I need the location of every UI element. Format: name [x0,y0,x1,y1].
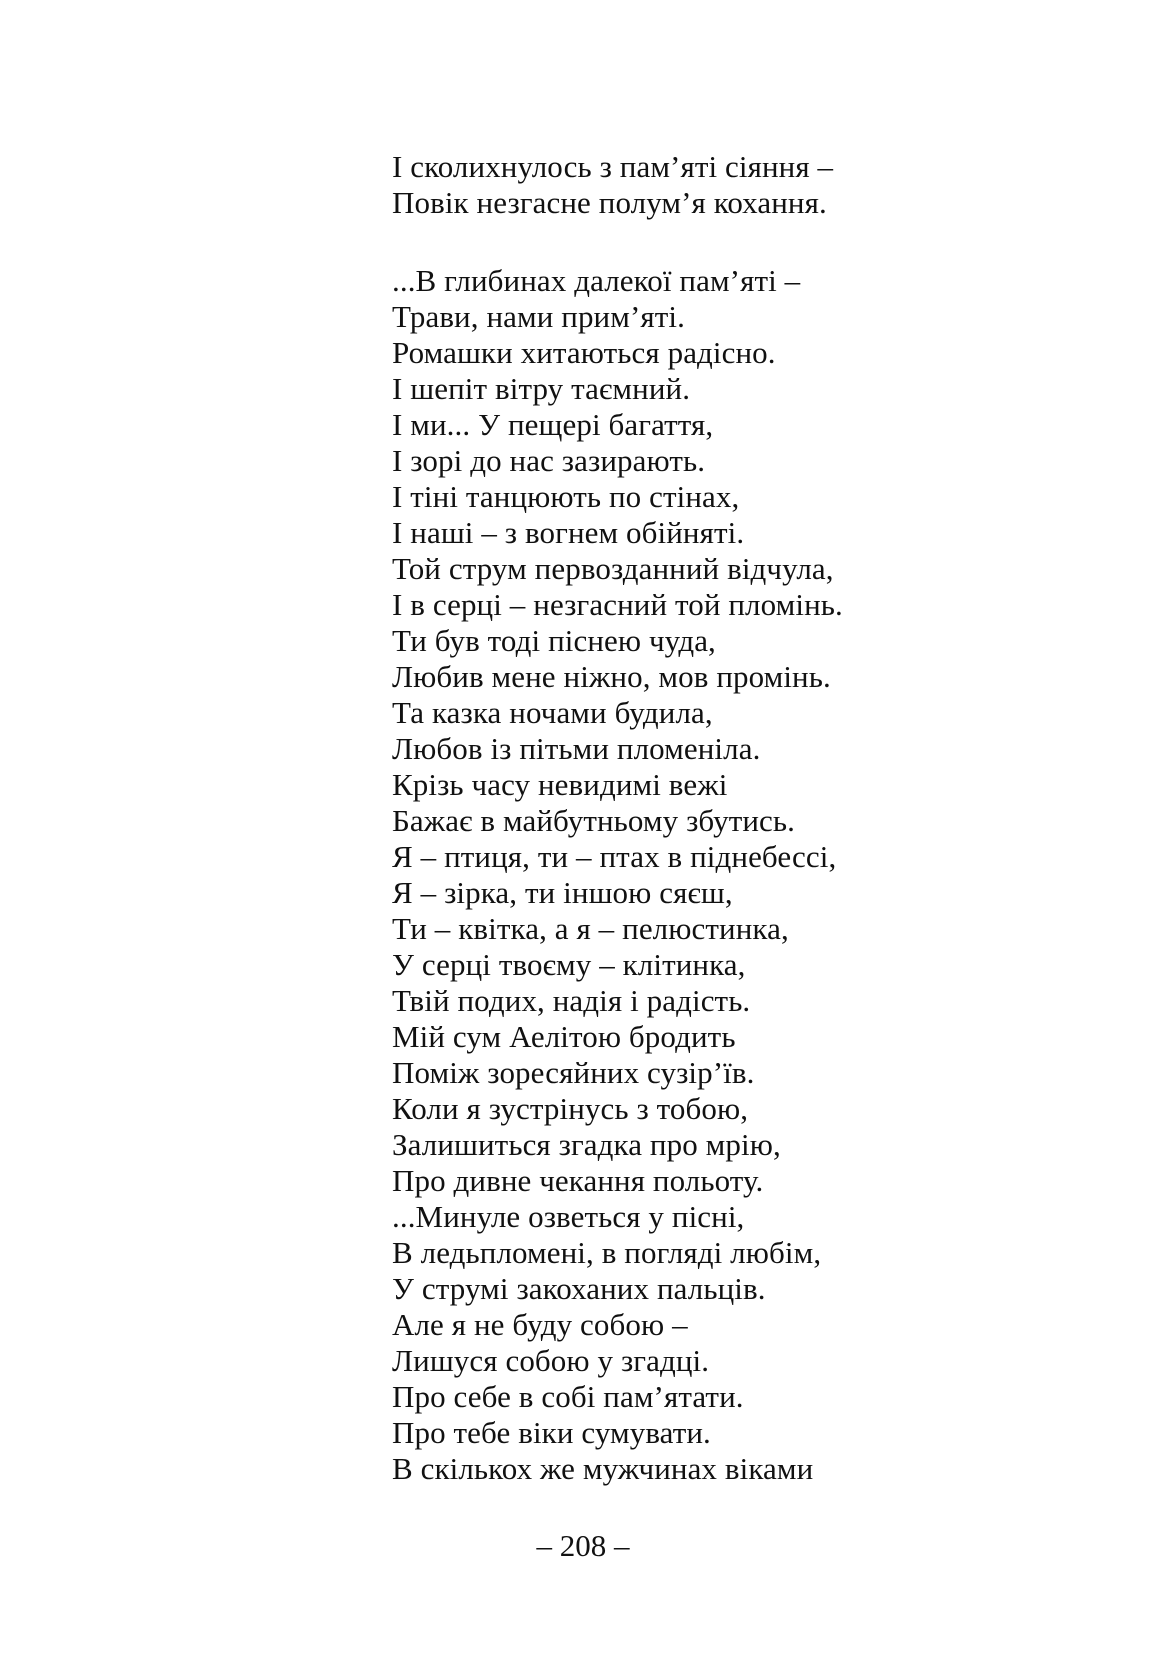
poem-line: Я – птиця, ти – птах в піднебессі, [392,839,837,874]
poem-line: І ми... У пещері багаття, [392,407,714,442]
poem-line: У струмі закоханих пальців. [392,1271,766,1306]
poem-line: Любов із пітьми пломеніла. [392,731,761,766]
poem-line: І шепіт вітру таємний. [392,371,691,406]
poem-line: Ти – квітка, а я – пелюстинка, [392,911,789,946]
poem-line: Коли я зустрінусь з тобою, [392,1091,749,1126]
poem-line: Той струм первозданний відчула, [392,551,834,586]
poem-line: І наші – з вогнем обійняті. [392,515,745,550]
poem-line: Про себе в собі пам’ятати. [392,1379,744,1414]
poem-line: Ти був тоді піснею чуда, [392,623,716,658]
poem-line: Повік незгасне полум’я кохання. [392,185,827,220]
poem-line: В скількох же мужчинах віками [392,1451,814,1486]
poem-line: ...Минуле озветься у пісні, [392,1199,745,1234]
poem-stanza [392,263,952,1487]
poem-line: І тіні танцюють по стінах, [392,479,740,514]
poem-line: Поміж зоресяйних сузір’їв. [392,1055,755,1090]
poem-line: Крізь часу невидимі вежі [392,767,728,802]
poem-line: Ромашки хитаються радісно. [392,335,776,370]
poem-line: Та казка ночами будила, [392,695,713,730]
poem-line: Любив мене ніжно, мов промінь. [392,659,831,694]
page-number: – 208 – [536,1528,630,1563]
poem-line: Бажає в майбутньому збутись. [392,803,795,838]
poem-line: Я – зірка, ти іншою сяєш, [392,875,733,910]
poem-line: ...В глибинах далекої пам’яті – [392,263,801,298]
poem-line: Про тебе віки сумувати. [392,1415,711,1450]
poem-line: Але я не буду собою – [392,1307,688,1342]
poem-line: Мій сум Аелітою бродить [392,1019,736,1054]
poem-line: В ледьпломені, в погляді любім, [392,1235,822,1270]
poem-line: Трави, нами прим’яті. [392,299,685,334]
poem-line: Лишуся собою у згадці. [392,1343,710,1378]
poem-line: Про дивне чекання польоту. [392,1163,764,1198]
poem-line: Твій подих, надія і радість. [392,983,751,1018]
poem-line: Залишиться згадка про мрію, [392,1127,781,1162]
poem-line: І зорі до нас зазирають. [392,443,706,478]
poem-line: У серці твоєму – клітинка, [392,947,746,982]
poem-line: І сколихнулось з пам’яті сіяння – [392,149,834,184]
poem-stanza [392,149,952,221]
poem-line: І в серці – незгасний той пломінь. [392,587,843,622]
